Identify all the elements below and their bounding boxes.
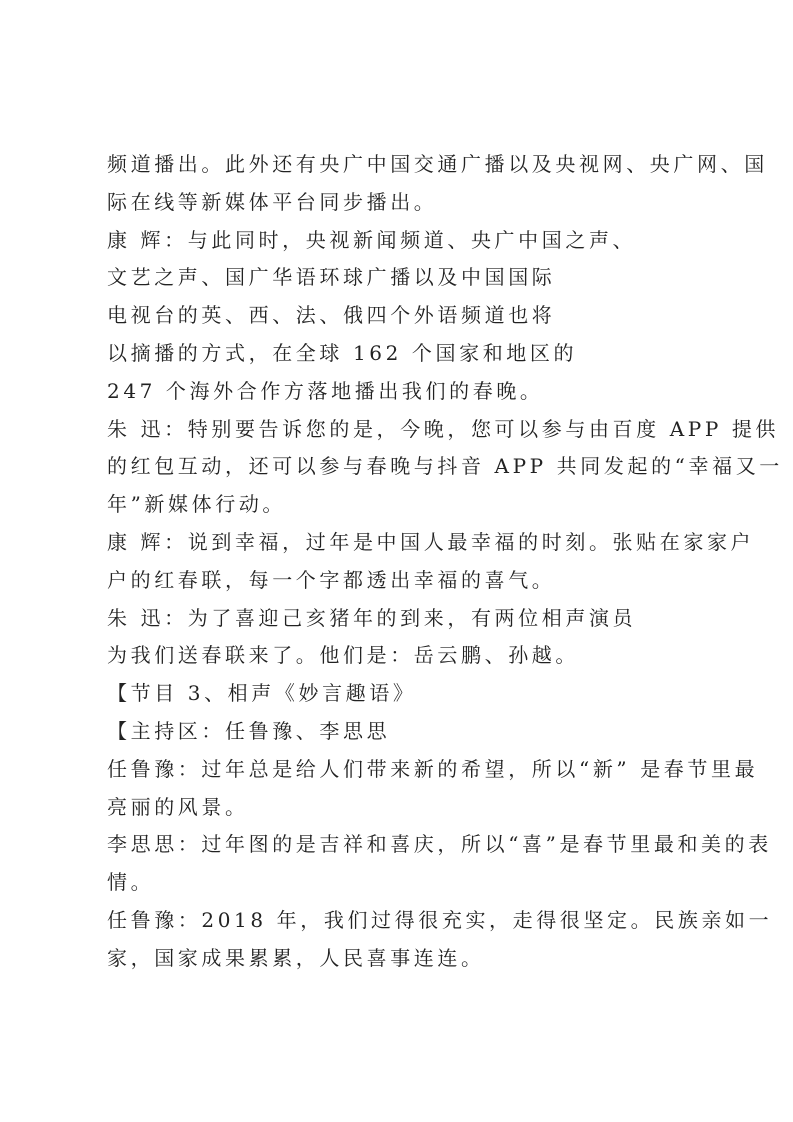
text-line: 任鲁豫：过年总是给人们带来新的希望，所以“新” 是春节里最 bbox=[107, 756, 759, 781]
section-heading: 【主持区：任鲁豫、李思思 bbox=[107, 718, 391, 743]
text-line: 户的红春联，每一个字都透出幸福的喜气。 bbox=[107, 567, 556, 592]
text-line: 朱 迅：为了喜迎己亥猪年的到来，有两位相声演员 bbox=[107, 605, 637, 630]
text-line: 为我们送春联来了。他们是：岳云鹏、孙越。 bbox=[107, 643, 579, 668]
text-line: 朱 迅：特别要告诉您的是，今晚，您可以参与由百度 APP 提供 bbox=[107, 416, 780, 441]
text-line: 的红包互动，还可以参与春晚与抖音 APP 共同发起的“幸福又一 bbox=[107, 454, 783, 479]
text-line: 以摘播的方式，在全球 162 个国家和地区的 bbox=[107, 340, 578, 365]
text-line: 任鲁豫：2018 年，我们过得很充实，走得很坚定。民族亲如一 bbox=[107, 907, 773, 932]
text-line: 康 辉：与此同时，央视新闻频道、央广中国之声、 bbox=[107, 227, 637, 252]
text-line: 年”新媒体行动。 bbox=[107, 492, 287, 517]
text-line: 际在线等新媒体平台同步播出。 bbox=[107, 189, 438, 214]
text-line: 247 个海外合作方落地播出我们的春晚。 bbox=[107, 378, 544, 403]
text-line: 家，国家成果累累，人民喜事连连。 bbox=[107, 945, 485, 970]
text-line: 亮丽的风景。 bbox=[107, 794, 249, 819]
text-line: 频道播出。此外还有央广中国交通广播以及央视网、央广网、国 bbox=[107, 152, 768, 176]
text-line: 李思思：过年图的是吉祥和喜庆，所以“喜”是春节里最和美的表 bbox=[107, 832, 772, 857]
document-page bbox=[107, 146, 783, 978]
text-line: 情。 bbox=[107, 870, 155, 895]
text-line: 文艺之声、国广华语环球广播以及中国国际 bbox=[107, 265, 556, 290]
text-line: 康 辉：说到幸福，过年是中国人最幸福的时刻。张贴在家家户 bbox=[107, 529, 755, 554]
section-heading: 【节目 3、相声《妙言趣语》 bbox=[107, 681, 417, 706]
text-line: 电视台的英、西、法、俄四个外语频道也将 bbox=[107, 303, 556, 328]
